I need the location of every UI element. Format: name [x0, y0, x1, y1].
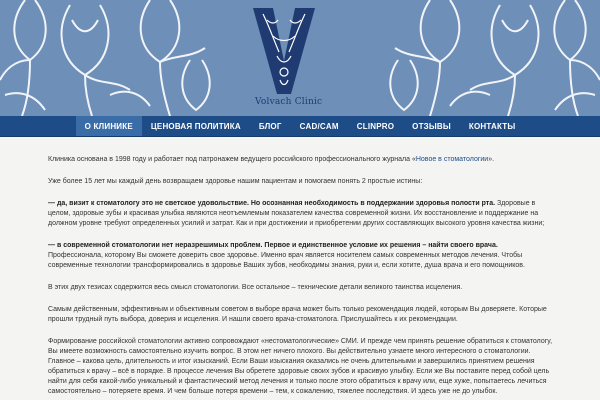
nav-item-about[interactable]: О КЛИНИКЕ — [76, 116, 142, 136]
main-nav — [0, 116, 600, 137]
brand-name: Volvach Clinic — [255, 97, 323, 107]
nav-item-blog[interactable]: БЛОГ — [258, 121, 282, 131]
paragraph-intro: Клиника основана в 1998 году и работает под патронажем ведущего российского профессионального журнала «Новое в стоматологии». — [48, 156, 495, 163]
paragraph-media: Формирование российской стоматологии активно сопровождают «нестоматологические» СМИ. И прежде чем принять решение обратиться к стоматологу, Вы имеете возможность самостоятельно изучить вопрос. В этом нет ничего плохого. Вы действительно узнаете много интересного о стоматологии. Главное – какова цель, длительность и итог изысканий. Если Ваши изыскания оказались не очень длительными и завершились принятием решения обратиться к врачу – всё в порядке. В процессе лечения Вы обретете здоровые своих зубов и красивую улыбку. Если же Вы поставите перед собой цель найти для себя какой-либо уникальный и фантастический метод лечения и только после этого обратиться к врачу или, еще хуже, попытаетесь лечиться самостоятельно – потеряете время. И чем больше потеря времени – тем, к сожалению, тяжелее последствия. И здесь уже не до улыбок. — [48, 338, 553, 395]
paragraph-recommendation: Самым действенным, эффективным и объективным советом в выборе врача может быть только рекомендация людей, которым Вы доверяете. Которые прошли трудный путь выбора, доверия и исцеления. И нашли своего врача-стоматолога. Прислушайтесь к их рекомендации. — [48, 306, 547, 323]
nav-item-clinpro[interactable]: CLINPRO — [356, 121, 395, 131]
nav-item-contacts[interactable]: КОНТАКТЫ — [468, 121, 516, 131]
paragraph-meaning: В этих двух тезисах содержится весь смысл стоматологии. Все остальное – технические детали великого таинства исцеления. — [48, 284, 463, 291]
v-monogram-icon — [251, 6, 317, 96]
site-header — [0, 0, 600, 116]
paragraph-truth-2: — в современной стоматологии нет неразрешимых проблем. Первое и единственное условие их решения – найти своего врача. Профессионала, которому Вы сможете доверить свое здоровье. Именно врач является носителем самых современных методов лечения. Чтобы современные технологии трансформировались в здоровье Ваших зубов, необходимы знания, руки и, если хотите, душа врача и его помощников. — [48, 242, 525, 269]
paragraph-truths: Уже более 15 лет мы каждый день возвращаем здоровье нашим пациентам и помогаем понять 2 простые истины: — [48, 178, 423, 185]
paragraph-truth-1: — да, визит к стоматологу это не светское удовольствие. Но осознанная необходимость в поддержании здоровья полости рта. Здоровые в целом, здоровые зубы и красивая улыбка являются неотъемлемым показателем качества современной жизни. Их восстановление и поддержание на должном уровне требуют определенных усилий и затрат. Как и при достижении и приобретении других составляющих высокого уровня качества жизни; — [48, 200, 545, 227]
nav-item-reviews[interactable]: ОТЗЫВЫ — [412, 121, 451, 131]
nav-item-pricing[interactable]: ЦЕНОВАЯ ПОЛИТИКА — [150, 121, 241, 131]
journal-link[interactable]: Новое в стоматологии — [415, 156, 489, 163]
nav-item-cadcam[interactable]: CAD/CAM — [299, 121, 339, 131]
main-content — [0, 137, 600, 397]
